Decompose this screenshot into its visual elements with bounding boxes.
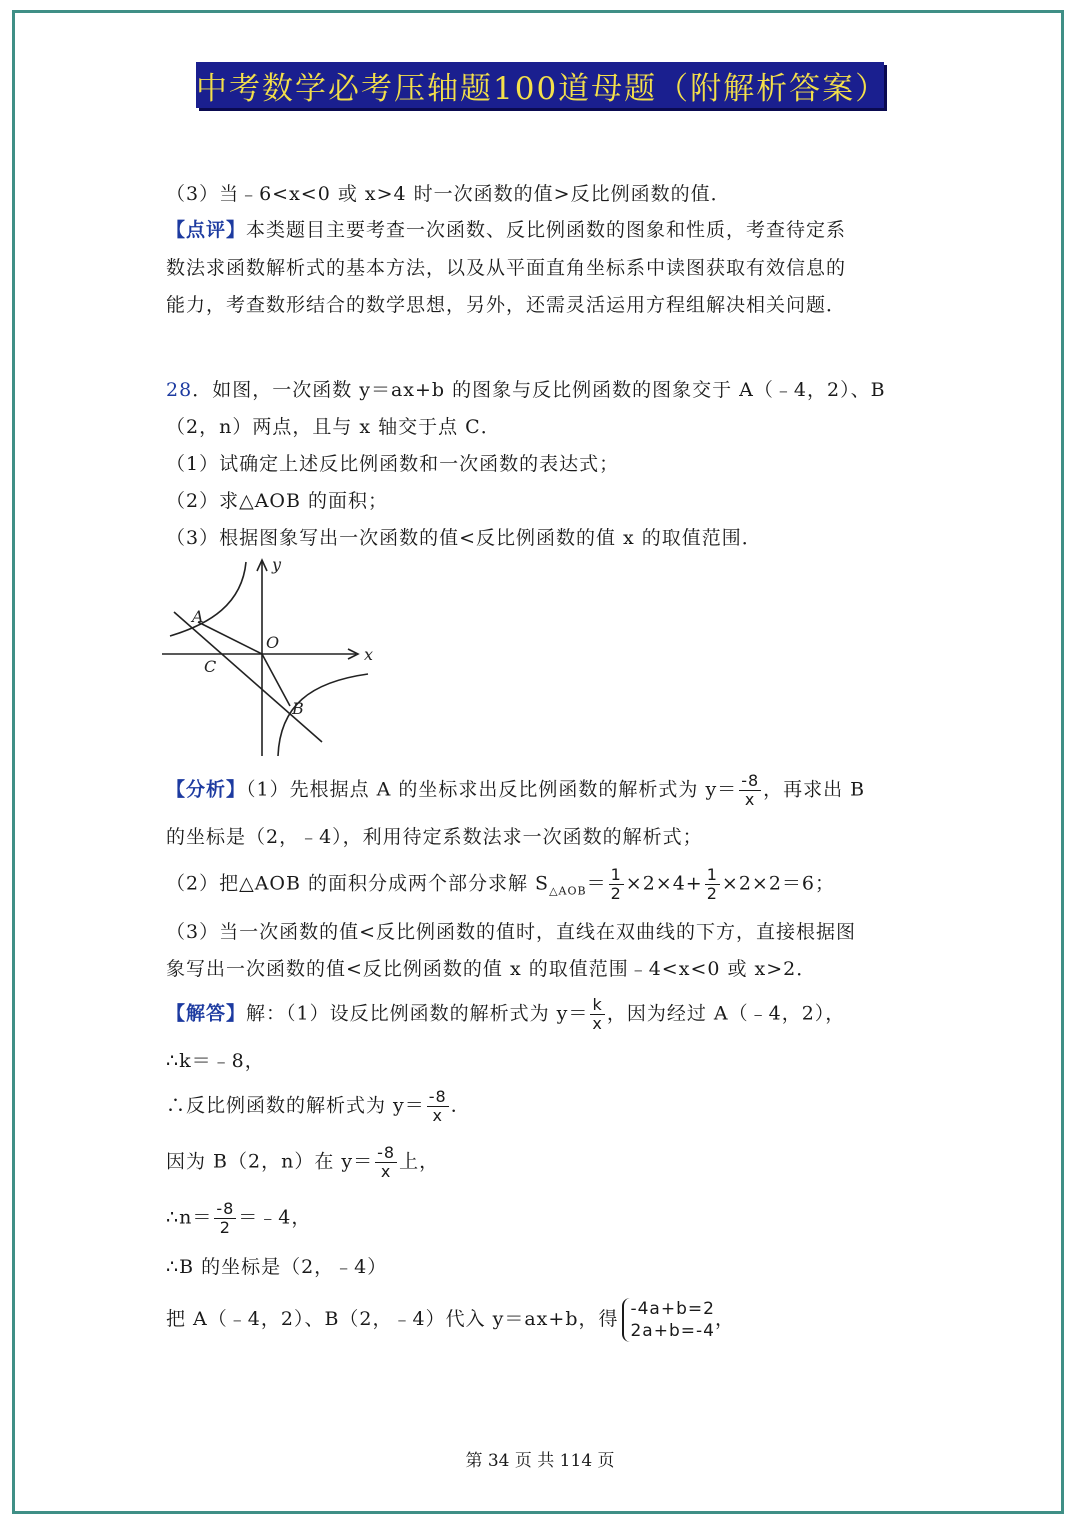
analysis-text-1b: ，再求出 B	[763, 778, 866, 801]
solution-text-5b: ＝﹣4，	[238, 1206, 312, 1229]
fraction-neg8-over-x	[375, 1144, 397, 1181]
solution-text-7a: 把 A（﹣4，2）、B（2，﹣4）代入 y＝ax+b，得	[166, 1308, 619, 1330]
equation-2: 2a+b=-4	[630, 1321, 715, 1341]
problem-q2: （2）求△AOB 的面积；	[166, 490, 389, 512]
problem-line-2: （2，n）两点，且与 x 轴交于点 C．	[166, 416, 501, 438]
analysis-line-3	[166, 866, 835, 905]
fraction-half-2	[705, 866, 720, 903]
page-footer: 第 34 页 共 114 页	[465, 1451, 615, 1471]
solution-line-4	[166, 1144, 439, 1181]
fraction-k-over-x	[590, 996, 604, 1033]
solution-text-1b: ，因为经过 A（﹣4，2），	[606, 1002, 846, 1025]
equation-system	[622, 1298, 714, 1342]
analysis-text-3b: ×2×4+	[625, 872, 703, 895]
analysis-line-5: 象写出一次函数的值<反比例函数的值 x 的取值范围﹣4<x<0 或 x>2．	[166, 958, 817, 980]
analysis-eq-sign: ＝	[586, 872, 607, 895]
solution-text-4a: 因为 B（2，n）在 y＝	[166, 1150, 374, 1173]
fraction-denominator: 2	[610, 884, 622, 903]
area-subscript: △AOB	[549, 884, 587, 898]
linear-function-line	[174, 612, 322, 742]
hyperbola-upper-branch	[170, 562, 246, 636]
analysis-line-4: （3）当一次函数的值<反比例函数的值时，直线在双曲线的下方，直接根据图	[166, 921, 857, 943]
fraction-neg8-over-2	[214, 1200, 236, 1237]
fraction-numerator: 1	[610, 865, 622, 884]
fraction-numerator: -8	[741, 771, 760, 790]
problem-number: 28	[166, 379, 193, 401]
analysis-text-1a: （1）先根据点 A 的坐标求出反比例函数的解析式为 y＝	[246, 778, 738, 801]
fraction-denominator: x	[432, 1106, 443, 1125]
fraction-denominator: x	[744, 790, 756, 809]
label-A: A	[192, 607, 204, 626]
solution-text-5a: ∴n＝	[166, 1206, 213, 1229]
fraction-denominator: 2	[219, 1218, 231, 1237]
problem-q3: （3）根据图象写出一次函数的值<反比例函数的值 x 的取值范围．	[166, 527, 762, 549]
solution-line-3	[166, 1088, 471, 1125]
segment-OA	[198, 622, 262, 654]
label-C: C	[204, 657, 217, 676]
fraction-denominator: x	[380, 1162, 392, 1181]
comment-text-1: 本类题目主要考查一次函数、反比例函数的图象和性质，考查待定系	[246, 219, 847, 241]
fraction-denominator: x	[592, 1014, 603, 1033]
label-y: y	[272, 556, 282, 574]
fraction-numerator: -8	[377, 1143, 396, 1162]
solution-text-3a: ∴反比例函数的解析式为 y＝	[166, 1094, 425, 1117]
solution-line-1	[166, 996, 845, 1033]
fraction-half-1	[609, 866, 624, 903]
label-x: x	[364, 645, 374, 664]
problem-text-1: ．如图，一次函数 y＝ax+b 的图象与反比例函数的图象交于 A（﹣4，2）、B	[192, 379, 886, 401]
fraction-neg8-over-x	[739, 772, 761, 809]
solution-line-5	[166, 1200, 311, 1237]
comment-line-3: 能力，考查数形结合的数学思想，另外，还需灵活运用方程组解决相关问题．	[166, 294, 847, 316]
problem-line-1	[166, 376, 886, 404]
label-B: B	[292, 699, 304, 718]
analysis-line-1	[166, 772, 865, 809]
label-O: O	[266, 633, 280, 652]
analysis-tag: 【分析】	[166, 778, 247, 801]
solution-text-7b: ，	[714, 1308, 735, 1330]
function-graph	[160, 556, 380, 760]
fraction-denominator: 2	[706, 884, 718, 903]
solution-line-7	[166, 1298, 735, 1342]
comment-tag: 【点评】	[166, 219, 247, 241]
solution-text-1a: 解：（1）设反比例函数的解析式为 y＝	[246, 1002, 589, 1025]
comment-line-2: 数法求函数解析式的基本方法，以及从平面直角坐标系中读图获取有效信息的	[166, 257, 847, 279]
analysis-text-3a: （2）把△AOB 的面积分成两个部分求解 S	[166, 872, 550, 895]
problem-q1: （1）试确定上述反比例函数和一次函数的表达式；	[166, 453, 620, 475]
solution-text-3b: ．	[450, 1094, 471, 1117]
comment-line-1	[166, 216, 846, 244]
prev-part3: （3）当﹣6<x<0 或 x>4 时一次函数的值>反比例函数的值．	[166, 183, 731, 205]
fraction-numerator: -8	[428, 1087, 447, 1106]
page-title: 中考数学必考压轴题100道母题（附解析答案）	[196, 62, 884, 108]
analysis-line-2: 的坐标是（2，﹣4），利用待定系数法求一次函数的解析式；	[166, 826, 703, 848]
fraction-numerator: 1	[706, 865, 718, 884]
equation-1: -4a+b=2	[630, 1299, 715, 1319]
segment-OB	[262, 654, 290, 706]
solution-line-2: ∴k＝﹣8，	[166, 1050, 265, 1072]
fraction-neg8-over-x	[427, 1088, 449, 1125]
fraction-numerator: -8	[216, 1199, 235, 1218]
analysis-text-3c: ×2×2＝6；	[721, 872, 836, 895]
fraction-numerator: k	[590, 996, 604, 1015]
solution-tag: 【解答】	[166, 1002, 247, 1025]
solution-text-4b: 上，	[399, 1150, 440, 1173]
solution-line-6: ∴B 的坐标是（2，﹣4）	[166, 1256, 388, 1278]
